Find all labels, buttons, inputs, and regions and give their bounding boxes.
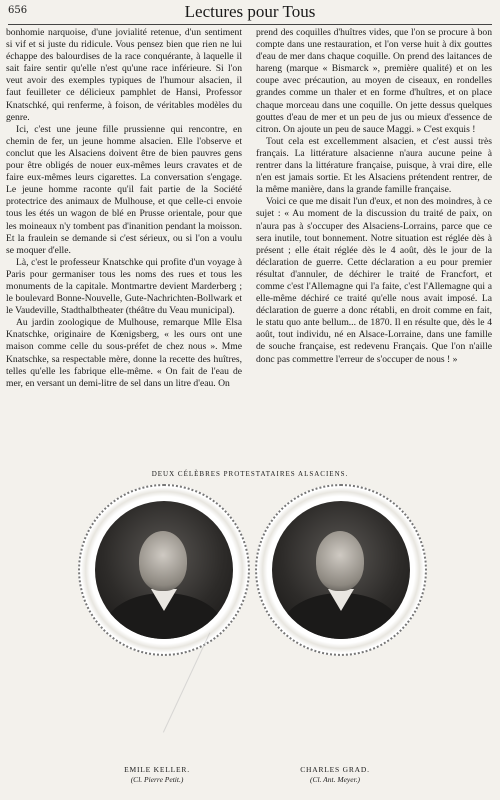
paragraph: Tout cela est excellemment alsacien, et c'est aussi très français. La littérature alsacienne n'aura aucune peine à rentrer dans la littérature française, puisque, à vrai dire, elle n'en est jamais sortie. Et les Alsaciens prétendent rentrer, de la même manière, dans la grande famille française. [256,135,492,196]
paragraph: Au jardin zoologique de Mulhouse, remarque Mlle Elsa Knatschke, originaire de Kœnigsberg, « les ours ont une maison comme celle du sous-préfet de chez nous ». Mme Knatschke, sa respectable mère, donne la recette des huîtres, telles qu'elle les fabrique elle-même. « On fait de l'eau de mer, en versant un demi-litre de sel dans un litre d'eau. On [6,317,242,389]
figure-banner: DEUX CÉLÈBRES PROTESTATAIRES ALSACIENS. [151,470,349,478]
page-number: 656 [8,5,28,16]
portrait-photo [95,501,233,639]
paragraph: bonhomie narquoise, d'une jovialité retenue, d'un sentiment si vif et si juste du ridicule. Vous pensez bien que rien ne lui échappe des balourdises de la race conquérante, à laquelle il sait faire sentir qu'elle n'est qu'une race inférieure. Si l'on veut avoir des exemples typiques de l'humour alsacien, il faut feuilleter ce délicieux pamphlet de Hansi, Professor Knatschké, qui renferme, à foison, de véritables modèles du genre. [6,27,242,123]
portrait-face [139,531,187,591]
paragraph: Ici, c'est une jeune fille prussienne qui rencontre, en chemin de fer, un jeune homme alsacien. Elle l'observe et conclut que les Alsaciens doivent être de bien pauvres gens pour être obligés de nouer eux-mêmes leurs cravates et de faire eux-mêmes leurs cigarettes. La conversation s'engage. Le jeune homme raconte qu'il fait partie de la Société protectrice des animaux de Mulhouse, et que celle-ci envoie tous les étés un wagon de blé en Prusse orientale, pour que les moineaux n'y tombent pas d'inanition pendant la moisson. Et la fraulein se demande si c'est sérieux, ou si l'on a voulu se moquer d'elle. [6,123,242,256]
right-column [256,27,492,366]
portrait-photo [272,501,410,639]
paragraph: prend des coquilles d'huîtres vides, que l'on se procure à bon compte dans une restauration, et l'on verse huit à dix gouttes d'eau de mer dans chaque coquille. On prend des laitances de hareng (marque « Bismarck », première qualité) et on les coupe avec précaution, au moyen de ciseaux, en rondelles grandes comme un thaler et en forme d'huîtres, et on place chaque morceau dans une coquille. On jette dessus quelques gouttes d'eau de mer et un peu de jus ou mieux d'essence de citron. On ajoute un peu de sauce Maggi. » C'est exquis ! [256,27,492,135]
portrait-caption [250,765,420,785]
paragraph: Voici ce que me disait l'un d'eux, et non des moindres, à ce sujet : « Au moment de la discussion du traité de paix, on n'aura pas à s'occuper des Alsaciens-Lorrains, parce que ce sera inutile, tout bonnement. Notre situation est réglée dès à présent ; elle était réglée dès le 4 août, dès le jour de la déclaration de guerre. Cette déclaration a eu pour premier résultat d'annuler, de déchirer le traité de Francfort, et comme c'est l'Allemagne qui l'a faite, c'est l'Allemagne qui a elle-même déchiré ce traité qu'elle nous avait imposé. La déclaration de guerre a donc rétabli, en droit comme en fait, le statu quo ante bellum... de 1870. Il en résulte que, dès le 4 août, tout individu, né en Alsace-Lorraine, dans une famille de souche française, est redevenu Français. Que l'on n'aille donc pas commettre l'erreur de s'occuper de nous ! » [256,196,492,365]
portrait-credit: (Cl. Ant. Meyer.) [309,775,361,784]
portrait-name: EMILE KELLER. [124,765,190,774]
paragraph: Là, c'est le professeur Knatschke qui profite d'un voyage à Paris pour germaniser tous les noms des rues et tous les monuments de la capitale. Montmartre devient Marderberg ; le boulevard Bonne-Nouvelle, Gute-Nachrichten-Bollwark et le Vaudeville, Stadthalbtheater (théâtre du Veau municipal). [6,256,242,317]
portrait-credit: (Cl. Pierre Petit.) [130,775,184,784]
portrait-face [316,531,364,591]
portrait-frame [255,484,427,656]
running-title: Lectures pour Tous [184,2,316,21]
left-column [6,27,242,390]
portrait-caption [72,765,242,785]
portrait-name: CHARLES GRAD. [300,765,370,774]
header-rule [8,24,492,25]
portrait-frame [78,484,250,656]
